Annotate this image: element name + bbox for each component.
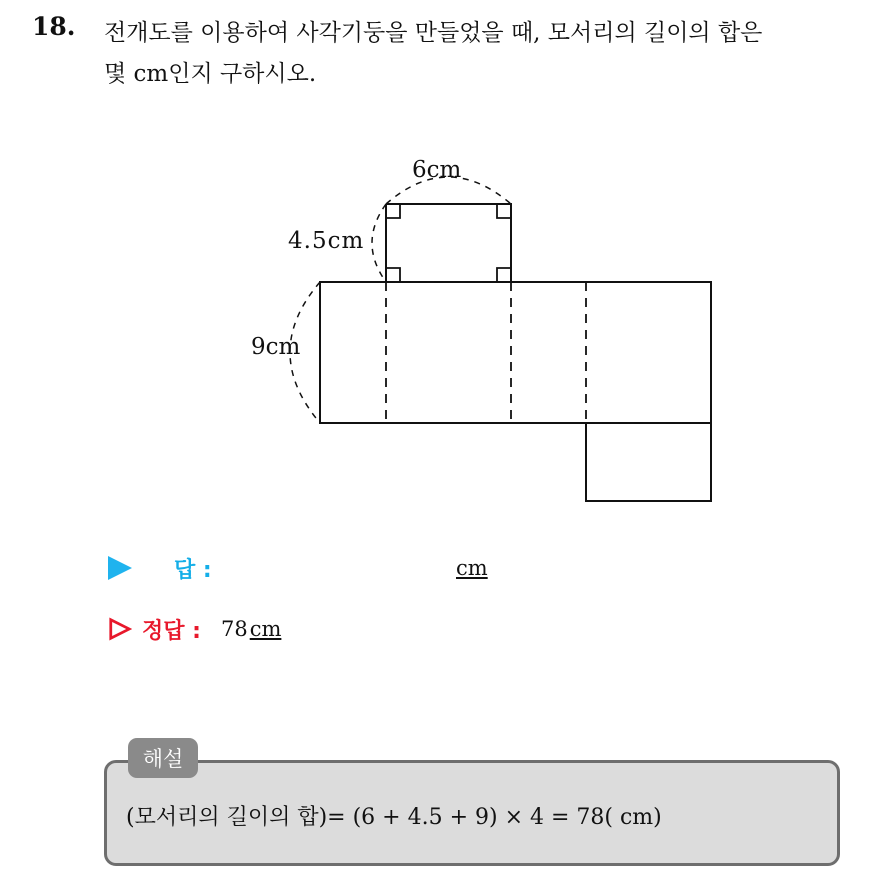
right-angle-marks: [386, 204, 511, 282]
fold-lines: [386, 282, 711, 423]
correct-answer-label: 정답 :: [142, 618, 201, 644]
answer-input-unit[interactable]: cm: [456, 556, 488, 580]
question-number: 18.: [32, 12, 76, 41]
label-9cm: 9cm: [251, 334, 301, 360]
answer-marker-icon: [108, 556, 132, 580]
solution-text: (모서리의 길이의 합)= (6 + 4.5 + 9) × 4 = 78( cm): [126, 805, 662, 830]
bottom-face: [586, 423, 711, 501]
label-4-5cm: 4.5cm: [288, 228, 365, 254]
answer-row: [108, 553, 212, 583]
correct-answer-value: 78: [220, 617, 248, 641]
arc-4-5cm: [372, 204, 386, 282]
top-face: [386, 204, 511, 282]
lateral-rectangle: [320, 282, 711, 423]
correct-answer-unit: cm: [249, 617, 282, 641]
solution-tag: 해설: [128, 738, 198, 778]
correct-answer-row: [108, 614, 281, 644]
label-6cm: 6cm: [412, 157, 462, 183]
question-text-line1: 전개도를 이용하여 사각기둥을 만들었을 때, 모서리의 길이의 합은: [104, 20, 763, 46]
question-text-line2: 몇 cm인지 구하시오.: [104, 61, 317, 87]
answer-label: 답 :: [174, 557, 212, 583]
correct-marker-icon: [108, 617, 132, 641]
